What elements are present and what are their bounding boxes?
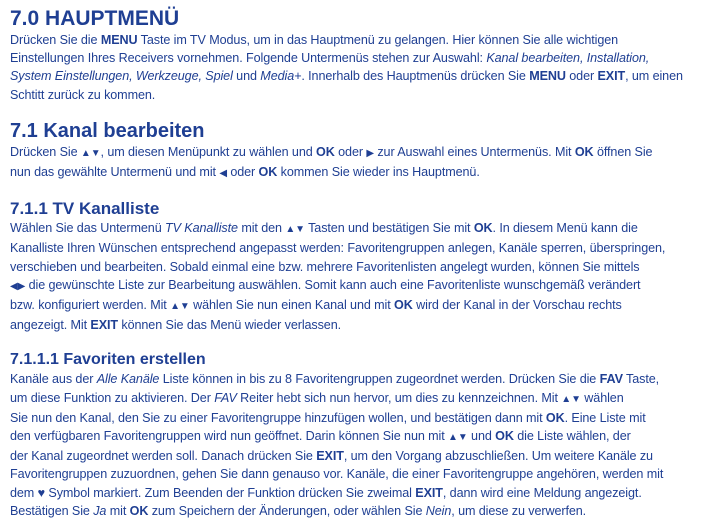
text: , um einen (625, 69, 683, 84)
option-ja: Ja (93, 503, 107, 518)
key-ok: OK (495, 429, 514, 444)
text: angezeigt. Mit (10, 318, 91, 333)
text: der Kanal zugeordnet werden soll. Danach drücken Sie (10, 449, 317, 464)
key-ok: OK (129, 503, 149, 518)
key-ok: OK (473, 221, 493, 236)
key-ok: OK (316, 144, 335, 159)
up-down-arrows-icon: ▲▼ (561, 393, 581, 405)
text: wählen (580, 390, 624, 405)
tab-name: FAV (214, 390, 237, 405)
heading-tv-kanalliste: 7.1.1 TV Kanalliste (10, 199, 160, 219)
text: Kanalliste Ihren Wünschen entsprechend angepasst werden: Favoritengruppen anlegen, Kanäle sperren, überspringen, (10, 241, 666, 256)
text: Liste können in bis zu 8 Favoritengruppen zugeordnet werden. Drücken Sie die (159, 372, 600, 387)
heading-favoriten-erstellen: 7.1.1.1 Favoriten erstellen (10, 351, 206, 369)
text: verschieben und bearbeiten. Sobald einmal eine bzw. mehrere Favoritenlisten angelegt wurden, können Sie mittels (10, 259, 640, 274)
text: wird der Kanal in der Vorschau rechts (412, 298, 622, 313)
up-down-arrows-icon: ▲▼ (285, 224, 305, 236)
text: oder (565, 69, 598, 84)
key-exit: EXIT (415, 485, 443, 500)
paragraph-hauptmenue (10, 31, 695, 104)
text: Reiter hebt sich nun hervor, um dies zu kennzeichnen. Mit (236, 390, 562, 405)
text: Bestätigen Sie (10, 503, 94, 518)
key-ok: OK (574, 144, 594, 159)
text: . Innerhalb des Hauptmenüs drücken Sie (301, 69, 530, 84)
text: oder (334, 144, 367, 159)
text: Taste, (622, 372, 660, 387)
paragraph-kanal-bearbeiten (10, 143, 695, 183)
text: mit (106, 503, 130, 518)
paragraph-favoriten-erstellen (10, 370, 695, 520)
text: können Sie das Menü wieder verlassen. (118, 318, 342, 333)
key-fav: FAV (599, 372, 623, 387)
text: . In diesem Menü kann die (492, 221, 638, 236)
text: den verfügbaren Favoritengruppen wird nun geöffnet. Darin können Sie nun mit (10, 429, 449, 444)
up-down-arrows-icon: ▲▼ (448, 432, 468, 444)
text: Wählen Sie das Untermenü (10, 221, 166, 236)
key-exit: EXIT (316, 449, 344, 464)
paragraph-tv-kanalliste (10, 219, 695, 334)
text: , um diesen Menüpunkt zu wählen und (100, 144, 317, 159)
key-exit: EXIT (90, 318, 118, 333)
text: öffnen Sie (593, 144, 653, 159)
menu-options: System Einstellungen, Werkzeuge, Spiel (10, 69, 233, 84)
text: Taste im TV Modus, um in das Hauptmenü zu gelangen. Hier können Sie alle wichtigen (137, 33, 619, 47)
text: , um diese zu verwerfen. (451, 503, 587, 518)
text: , um den Vorgang abzuschließen. Um weitere Kanäle zu (343, 449, 653, 464)
text: kommen Sie wieder ins Hauptmenü. (277, 165, 480, 180)
text: oder (226, 165, 259, 180)
text: und (467, 429, 496, 444)
up-down-arrows-icon: ▲▼ (170, 301, 190, 313)
key-ok: OK (545, 410, 565, 425)
key-ok: OK (394, 298, 413, 313)
text: und (232, 69, 261, 84)
text: Tasten und bestätigen Sie mit (304, 221, 474, 236)
heading-hauptmenue: 7.0 HAUPTMENÜ (10, 7, 180, 30)
text: Sie nun den Kanal, den Sie zu einer Favoritengruppe hinzufügen wollen, und bestätigen dann mit (10, 410, 546, 425)
text: . Eine Liste mit (564, 410, 646, 425)
menu-options: Kanal bearbeiten, Installation, (486, 51, 650, 66)
text: bzw. konfiguriert werden. Mit (10, 298, 171, 313)
text: um diese Funktion zu aktivieren. Der (10, 390, 215, 405)
text: dem (10, 485, 38, 500)
text: zur Auswahl eines Untermenüs. Mit (373, 144, 575, 159)
list-name: Alle Kanäle (96, 372, 160, 387)
key-exit: EXIT (597, 69, 626, 84)
left-arrow-icon: ◀ (219, 168, 227, 180)
heart-icon: ♥ (37, 485, 45, 500)
option-nein: Nein (425, 503, 452, 518)
text: nun das gewählte Untermenü und mit (10, 165, 220, 180)
text: , dann wird eine Meldung angezeigt. (442, 485, 642, 500)
text: wählen Sie nun einen Kanal und mit (189, 298, 395, 313)
menu-options: Media+ (260, 69, 302, 84)
right-arrow-icon: ▶ (366, 147, 374, 159)
key-menu: MENU (529, 69, 566, 84)
up-down-arrows-icon: ▲▼ (80, 147, 101, 159)
heading-kanal-bearbeiten: 7.1 Kanal bearbeiten (10, 119, 205, 142)
text: Symbol markiert. Zum Beenden der Funktion drücken Sie zweimal (45, 485, 416, 500)
text: Drücken Sie die (10, 33, 101, 47)
key-menu: MENU (100, 33, 138, 47)
text: Kanäle aus der (10, 372, 97, 387)
text: Favoritengruppen zuzuordnen, gehen Sie dann genauso vor. Kanäle, die einer Favoritengruppe angehören, werden mit (10, 467, 664, 482)
text: die gewünschte Liste zur Bearbeitung auswählen. Somit kann auch eine Favoritenliste wunschgemäß verändert (25, 277, 641, 292)
text: Schtitt zurück zu kommen. (10, 87, 156, 102)
text: Einstellungen Ihres Receivers vornehmen. Folgende Untermenüs stehen zur Auswahl: (10, 51, 487, 66)
text: Drücken Sie (10, 144, 81, 159)
text: zum Speichern der Änderungen, oder wählen Sie (148, 503, 426, 518)
left-right-arrows-icon: ◀▶ (10, 280, 26, 292)
menu-name: TV Kanalliste (165, 221, 238, 236)
key-ok: OK (258, 165, 278, 180)
text: die Liste wählen, der (513, 429, 631, 444)
text: mit den (237, 221, 286, 236)
